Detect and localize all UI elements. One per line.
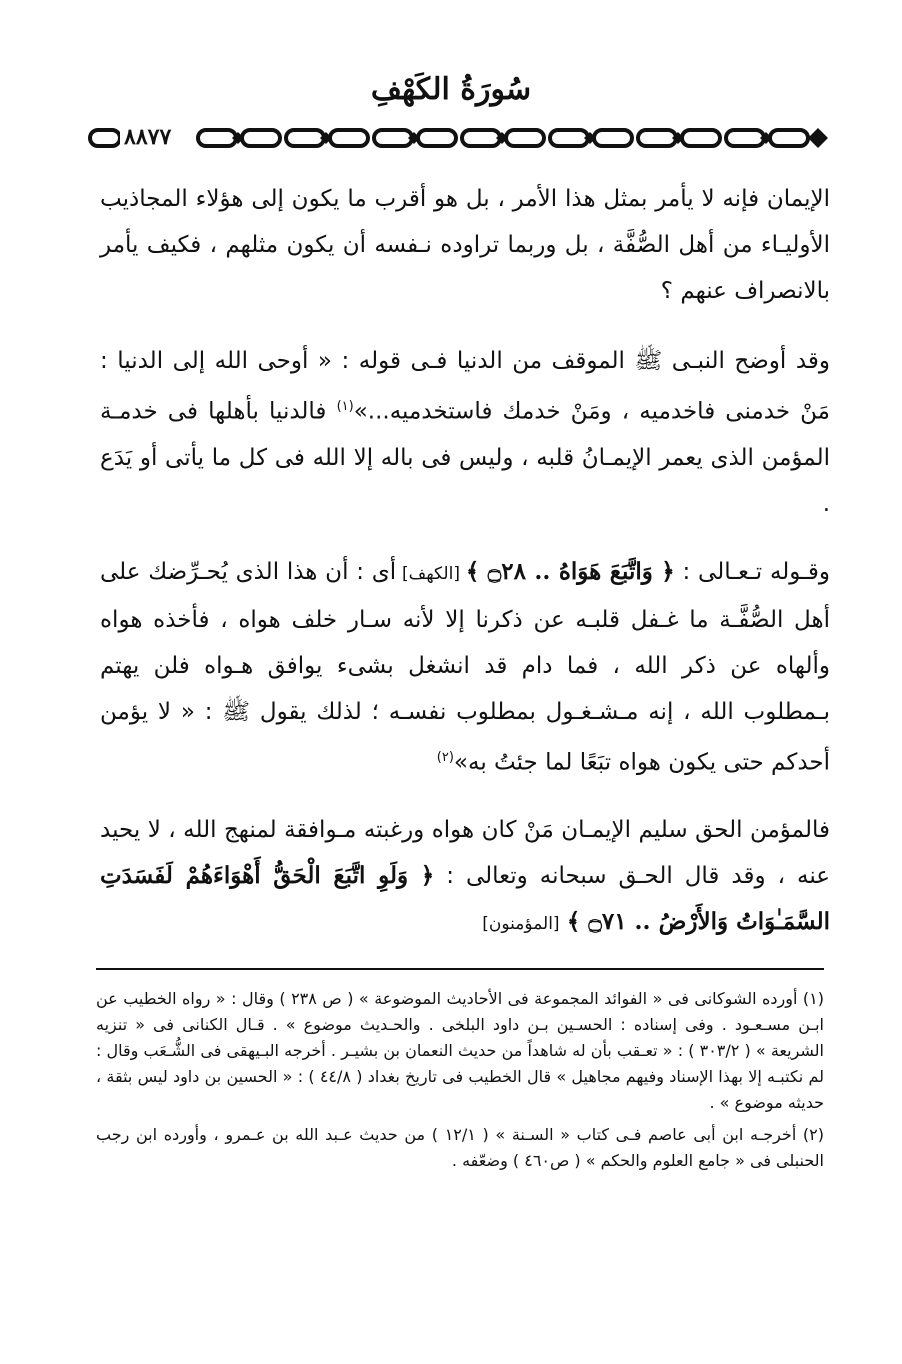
page-number: ٨٨٧٧ — [120, 124, 175, 150]
footnote-divider — [96, 968, 824, 970]
decorative-chain-border — [88, 122, 828, 154]
paragraph-4 — [100, 807, 830, 947]
quran-verse-muminun-71: ﴿ وَلَوِ اتَّبَعَ الْحَقُّ أَهْوَاءَهُمْ لَفَسَدَتِ السَّمَـٰوَاتُ وَالأَرْضُ .. ۝٧١ ﴾ — [100, 862, 830, 936]
footnote-marker-1[interactable]: (١) — [336, 399, 354, 414]
paragraph-2 — [100, 338, 830, 527]
paragraph-2-end: فالدنيا بأهلها فى خدمـة المؤمن الذى يعمر الإيمـانُ قلبه ، وليس فى باله إلا الله فى كل ما يأتى أو يَدَع . — [100, 398, 830, 517]
paragraph-1: الإيمان فإنه لا يأمر بمثل هذا الأمر ، بل هو أقرب ما يكون إلى هؤلاء المجاذيب الأوليـاء من أهل الصُّفَّة ، بل وربما تراوده نـفسه أن يكون مثلهم ، فكيف يأمر بالانصراف عنهم ؟ — [100, 186, 830, 304]
main-text — [100, 176, 830, 969]
paragraph-4-start: فالمؤمن الحق سليم الإيمـان مَنْ كان هواه ورغبته مـوافقة لمنهج الله ، لا يحيد عنه ، وقد قال الحـق سبحانه وتعالى : — [100, 817, 830, 890]
footnotes — [96, 986, 824, 1180]
footnote-2: (٢) أخرجـه ابن أبى عاصم فـى كتاب « السـنة » ( ١٢/١ ) من حديث عـبد الله بن عـمرو ، وأورده ابن رجب الحنبلى فى « جامع العلوم والحكم » ( ص٤٦٠ ) وضعّفه . — [96, 1125, 824, 1170]
footnote-marker-2[interactable]: (٢) — [436, 749, 454, 765]
paragraph-3-end: أى : أن هذا الذى يُحـرِّضك على أهل الصُّفَّـة ما غـفل قلبـه عن ذكرنا إلا لأنه سـار خلف هواه ، فأخذه هواه وألهاه عن ذكر الله ، فما دام قد انشغل بشىء يوافق هـواه فلن يهتم بـمطلوب الله ، إنه مـشـغـول بمطلوب نفسـه ؛ لذلك يقول ﷺ : « لا يؤمن أحدكم حتى يكون هواه تبَعًا لما جئتُ به» — [100, 558, 830, 776]
surah-reference-kahf: [الكهف] — [396, 563, 466, 584]
paragraph-3-start: وقـوله تـعـالى : — [674, 558, 831, 585]
surah-title: سُورَةُ الكَهْفِ — [370, 72, 532, 107]
quran-verse-kahf-28: ﴿ وَاتَّبَعَ هَوَاهُ .. ۝٢٨ ﴾ — [465, 557, 675, 585]
paragraph-2-text: وقد أوضح النبـى ﷺ الموقف من الدنيا فـى قوله : « أوحى الله إلى الدنيا : مَنْ خدمنى فاخدميه ، ومَنْ خدمك فاستخدميه...» — [100, 348, 830, 425]
paragraph-3 — [100, 549, 830, 786]
footnote-1: (١) أورده الشوكانى فى « الفوائد المجموعة فى الأحاديث الموضوعة » ( ص ٢٣٨ ) وقال : « رواه الخطيب عن ابـن مسـعـود . وفى إسناده : الحسـين بـن داود البلخى . والحـديث موضوع » . قـال الكنانى فى « تنزيه الشريعة » ( ٣٠٣/٢ ) : « تعـقب بأن له شاهداً من حديث النعمان بن بشيـر . أخرجه البـيهقى فى الشُّـعَب وقال : لم نكتبـه إلا بهذا الإسناد وفيهم مجاهيل » قال الخطيب فى تاريخ بغداد ( ٤٤/٨ ) : « الحسين بن داود ليس بثقة ، حديثه موضوع » . — [96, 989, 824, 1112]
surah-reference-muminun: [المؤمنون] — [482, 914, 560, 935]
